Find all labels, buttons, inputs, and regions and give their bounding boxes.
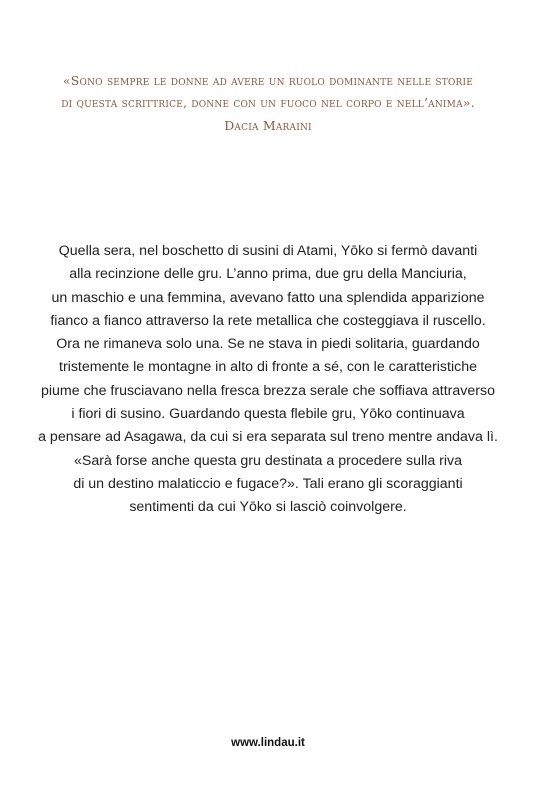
synopsis-line: Quella sera, nel boschetto di susini di Atami, Yōko si fermò davanti — [58, 243, 478, 259]
quote-line-1: «Sono sempre le donne ad avere un ruolo dominante nelle storie — [62, 73, 474, 88]
synopsis-line: alla recinzione delle gru. L’anno prima, due gru della Manciuria, — [69, 266, 467, 283]
synopsis-line: sentimenti da cui Yōko si lasciò coinvolgere. — [129, 499, 407, 516]
synopsis-line: i fiori di susino. Guardando questa flebile gru, Yōko continuava — [71, 406, 465, 423]
quote-line-2: di questa scrittrice, donne con un fuoco nel corpo e nell’anima». — [61, 95, 475, 110]
epigraph-quote — [0, 70, 536, 137]
synopsis-line: a pensare ad Asagawa, da cui si era separata sul treno mentre andava lì. — [38, 429, 498, 446]
publisher-website-link[interactable]: www.lindau.it — [231, 737, 305, 749]
synopsis-text — [0, 240, 536, 520]
synopsis-line: fianco a fianco attraverso la rete metallica che costeggiava il ruscello. — [50, 312, 486, 329]
synopsis-line: tristemente le montagne in alto di fronte a sé, con le caratteristiche — [59, 359, 477, 376]
synopsis-line: «Sarà forse anche questa gru destinata a procedere sulla riva — [73, 452, 463, 469]
synopsis-line: un maschio e una femmina, avevano fatto una splendida apparizione — [51, 289, 485, 306]
synopsis-line: di un destino malaticcio e fugace?». Tali erano gli scoraggianti — [73, 475, 463, 492]
synopsis-line: Ora ne rimaneva solo una. Se ne stava in piedi solitaria, guardando — [56, 336, 480, 353]
synopsis-line: piume che frusciavano nella fresca brezza serale che soffiava attraverso — [41, 382, 495, 399]
quote-author: Dacia Maraini — [224, 118, 312, 133]
